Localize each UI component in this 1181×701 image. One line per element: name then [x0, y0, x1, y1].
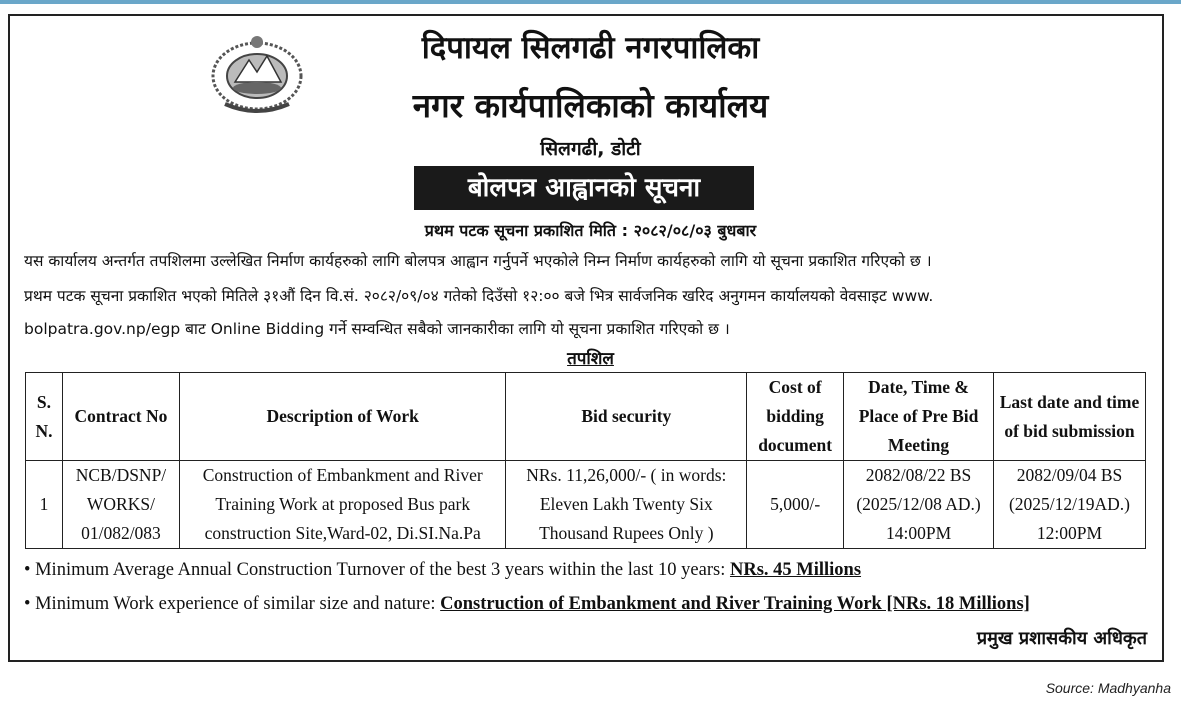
- schedule-title: [0, 346, 1181, 369]
- cell-cost: 5,000/-: [747, 461, 844, 549]
- source-credit: Source: Madhyanha: [1045, 680, 1171, 696]
- header-cost: Cost of bidding document: [747, 373, 844, 461]
- header-pre-bid: Date, Time & Place of Pre Bid Meeting: [844, 373, 994, 461]
- cell-pre-bid: 2082/08/22 BS (2025/12/08 AD.) 14:00PM: [844, 461, 994, 549]
- header-sn: S. N.: [26, 373, 63, 461]
- header-last-date: Last date and time of bid submission: [993, 373, 1145, 461]
- top-accent-line: [0, 0, 1181, 4]
- table-row: [26, 461, 1146, 549]
- header-contract-no: Contract No: [62, 373, 179, 461]
- body-line-1: यस कार्यालय अन्तर्गत तपशिलमा उल्लेखित निर्माण कार्यहरुको लागि बोलपत्र आह्वान गर्नुपर्ने भएकोले निम्न निर्माण कार्यहरुको लागि यो सूचना प्रकाशित गरिएको छ ।: [24, 252, 932, 270]
- turnover-value: NRs. 45 Millions: [729, 560, 862, 580]
- body-line-3: bolpatra.gov.np/egp बाट Online Bidding गर्ने सम्वन्धित सबैको जानकारीका लागि यो सूचना प्रकाशित गरिएको छ ।: [24, 320, 730, 338]
- publish-date: प्रथम पटक सूचना प्रकाशित मिति : २०८२/०८/०३ बुधबार: [424, 221, 757, 240]
- turnover-label: • Minimum Average Annual Construction Turnover of the best 3 years within the last 10 years:: [24, 560, 730, 580]
- schedule-title-text: तपशिल: [567, 349, 614, 369]
- municipality-name: दिपायल सिलगढी नगरपालिका: [421, 30, 760, 66]
- experience-value: Construction of Embankment and River Training Work [NRs. 18 Millions]: [440, 594, 1030, 614]
- experience-label: • Minimum Work experience of similar size and nature:: [24, 594, 441, 614]
- cell-sn: 1: [26, 461, 63, 549]
- header-bid-security: Bid security: [506, 373, 747, 461]
- table-header-row: [26, 373, 1146, 461]
- cell-last-date: 2082/09/04 BS (2025/12/19AD.) 12:00PM: [993, 461, 1145, 549]
- office-name: नगर कार्यपालिकाको कार्यालय: [412, 86, 769, 125]
- turnover-requirement: [24, 560, 861, 581]
- notice-title: बोलपत्र आह्वानको सूचना: [414, 166, 754, 210]
- body-line-2: प्रथम पटक सूचना प्रकाशित भएको मितिले ३१औं दिन वि.सं. २०८२/०९/०४ गतेको दिउँसो १२:०० बजे भित्र सार्वजनिक खरिद अनुगमन कार्यालयको वेवसाइट www.: [24, 287, 934, 305]
- cell-description: Construction of Embankment and River Training Work at proposed Bus park construction Site,Ward-02, Di.SI.Na.Pa: [179, 461, 506, 549]
- office-location: सिलगढी, डोटी: [540, 138, 641, 160]
- header-description: Description of Work: [179, 373, 506, 461]
- cell-bid-security: NRs. 11,26,000/- ( in words: Eleven Lakh Twenty Six Thousand Rupees Only ): [506, 461, 747, 549]
- cell-contract-no: NCB/DSNP/ WORKS/ 01/082/083: [62, 461, 179, 549]
- experience-requirement: [24, 594, 1030, 615]
- signature-title: प्रमुख प्रशासकीय अधिकृत: [976, 628, 1147, 649]
- bid-table: [25, 372, 1146, 549]
